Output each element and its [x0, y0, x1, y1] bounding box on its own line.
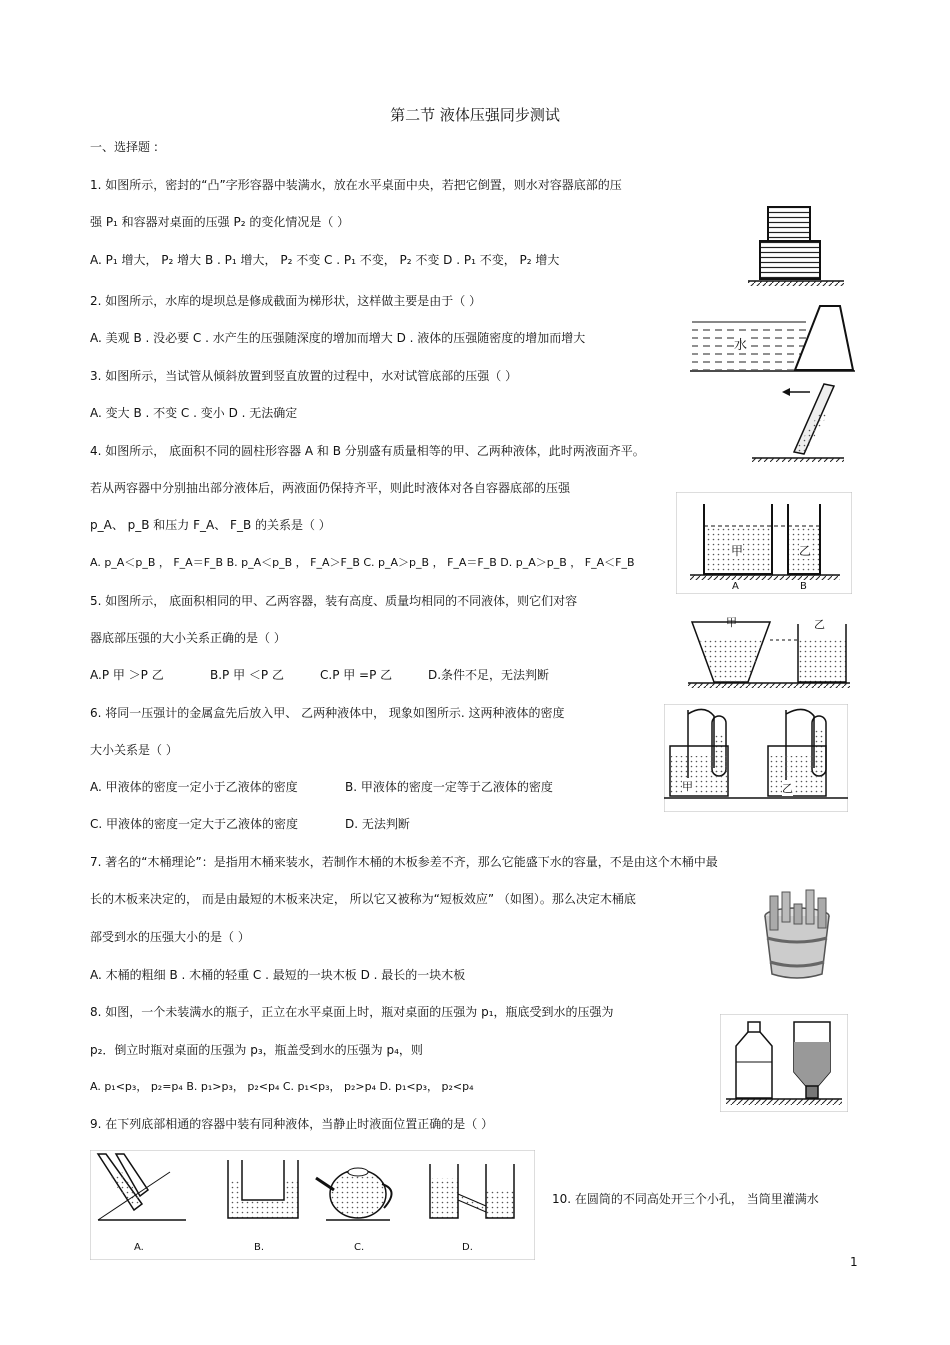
q8-options: A. p₁<p₃， p₂=p₄ B. p₁>p₃， p₂<p₄ C. p₁<p₃， p₂>p₄ D. p₁<p₃， p₂<p₄ [90, 1080, 474, 1093]
q10-text-line1: 10. 在圆筒的不同高处开三个小孔， 当筒里灌满水 [552, 1192, 819, 1206]
q5-text-line1: 5. 如图所示， 底面积相同的甲、乙两容器，装有高度、质量均相同的不同液体，则它们对容 [90, 594, 578, 608]
q6-option-c: C. 甲液体的密度一定大于乙液体的密度 [90, 817, 299, 831]
q9-label-d: D. [462, 1242, 473, 1253]
q4-figure [676, 492, 852, 594]
q7-text-line2: 长的木板来决定的， 而是由最短的木板来决定， 所以它又被称为“短板效应” （如图）。那么决定木桶底 [90, 892, 636, 906]
q5-label-yi: 乙 [814, 618, 825, 631]
q8-text-line2: p₂．倒立时瓶对桌面的压强为 p₃，瓶盖受到水的压强为 p₄，则 [90, 1043, 423, 1057]
q9-label-a: A. [134, 1242, 144, 1253]
q6-label-jia: 甲 [682, 780, 693, 793]
q8-figure [720, 1014, 848, 1112]
q7-figure [748, 888, 846, 986]
q5-option-c: C.P 甲 =P 乙 [320, 668, 393, 682]
q3-options: A. 变大 B . 不变 C . 变小 D . 无法确定 [90, 406, 298, 420]
q6-figure [664, 704, 848, 812]
q9-label-b: B. [254, 1242, 265, 1253]
q6-option-a: A. 甲液体的密度一定小于乙液体的密度 [90, 780, 298, 794]
q6-label-yi: 乙 [782, 782, 793, 795]
q5-text-line2: 器底部压强的大小关系正确的是（ ） [90, 631, 286, 645]
q4-text-line1: 4. 如图所示， 底面积不同的圆柱形容器 A 和 B 分别盛有质量相等的甲、乙两种液体，此时两液面齐平。 [90, 444, 645, 458]
q1-text-line2: 强 P₁ 和容器对桌面的压强 P₂ 的变化情况是（ ） [90, 215, 350, 229]
q5-option-a: A.P 甲 ＞P 乙 [90, 668, 164, 682]
q4-label-a: A [732, 581, 739, 592]
q1-figure [748, 205, 848, 287]
q1-options: A. P₁ 增大， P₂ 增大 B . P₁ 增大， P₂ 不变 C . P₁ 不变， P₂ 不变 D . P₁ 不变， P₂ 增大 [90, 253, 560, 267]
q5-figure [688, 614, 850, 690]
q9-figure-a [98, 1154, 186, 1220]
q2-figure [690, 302, 855, 374]
q6-option-b: B. 甲液体的密度一定等于乙液体的密度 [345, 780, 553, 794]
q9-figure-b [228, 1160, 298, 1218]
q9-figure-d [430, 1164, 514, 1218]
q4-label-jia: 甲 [731, 544, 744, 558]
q6-text-line2: 大小关系是（ ） [90, 743, 178, 757]
q9-text-line1: 9. 在下列底部相通的容器中装有同种液体，当静止时液面位置正确的是（ ） [90, 1117, 494, 1131]
q5-option-b: B.P 甲 ＜P 乙 [210, 668, 284, 682]
q4-label-yi: 乙 [799, 544, 812, 558]
section-heading: 一、选择题 : [90, 140, 158, 154]
q2-water-label: 水 [734, 334, 747, 353]
q3-figure [752, 378, 844, 462]
q1-text-line1: 1. 如图所示，密封的“凸”字形容器中装满水，放在水平桌面中央，若把它倒置，则水对容器底部的压 [90, 178, 622, 192]
q8-text-line1: 8. 如图，一个未装满水的瓶子，正立在水平桌面上时，瓶对桌面的压强为 p₁，瓶底受到水的压强为 [90, 1005, 614, 1019]
q5-label-jia: 甲 [726, 616, 737, 629]
q4-label-b: B [800, 581, 807, 592]
q7-options: A. 木桶的粗细 B . 木桶的轻重 C . 最短的一块木板 D . 最长的一块木板 [90, 968, 466, 982]
page-number: 1 [850, 1255, 858, 1269]
q7-text-line1: 7. 著名的“木桶理论”：是指用木桶来装水，若制作木桶的木板参差不齐，那么它能盛下水的容量，不是由这个木桶中最 [90, 855, 718, 869]
q2-options: A. 美观 B . 没必要 C . 水产生的压强随深度的增加而增大 D . 液体的压强随密度的增加而增大 [90, 331, 586, 345]
q9-figure-c [316, 1168, 392, 1220]
q3-text-line1: 3. 如图所示，当试管从倾斜放置到竖直放置的过程中，水对试管底部的压强（ ） [90, 369, 518, 383]
q4-options: A. p_A＜p_B ， F_A＝F_B B. p_A＜p_B ， F_A＞F_B C. p_A＞p_B ， F_A＝F_B D. p_A＞p_B ， F_A＜F_B [90, 556, 635, 569]
q6-option-d: D. 无法判断 [345, 817, 410, 831]
q4-text-line3: p_A、 p_B 和压力 F_A、 F_B 的关系是（ ） [90, 518, 331, 532]
q9-label-c: C. [354, 1242, 365, 1253]
q4-text-line2: 若从两容器中分别抽出部分液体后，两液面仍保持齐平，则此时液体对各自容器底部的压强 [90, 481, 571, 495]
q6-text-line1: 6. 将同一压强计的金属盒先后放入甲、 乙两种液体中， 现象如图所示. 这两种液体的密度 [90, 706, 565, 720]
q5-option-d: D.条件不足，无法判断 [428, 668, 550, 682]
q7-text-line3: 部受到水的压强大小的是（ ） [90, 930, 250, 944]
page-title: 第二节 液体压强同步测试 [390, 106, 560, 124]
q9-figure [90, 1150, 535, 1260]
q2-text-line1: 2. 如图所示，水库的堤坝总是修成截面为梯形状，这样做主要是由于（ ） [90, 294, 482, 308]
